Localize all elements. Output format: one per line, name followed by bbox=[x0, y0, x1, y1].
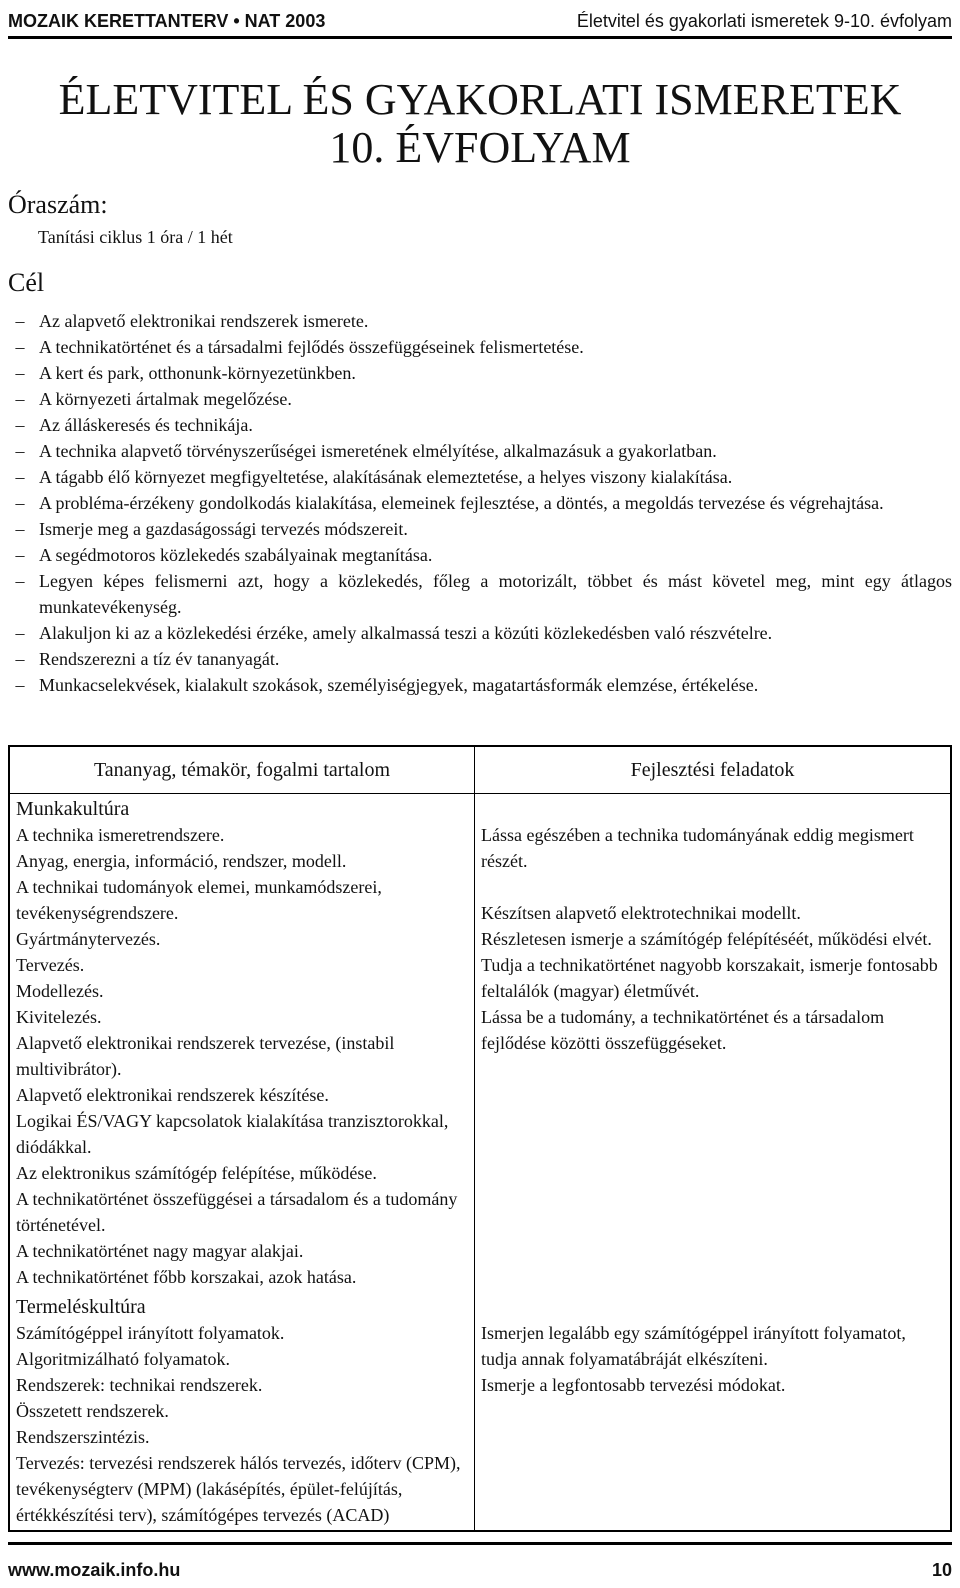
header-series-title: MOZAIK KERETTANTERV • NAT 2003 bbox=[8, 10, 326, 31]
goal-text: Rendszerezni a tíz év tananyagát. bbox=[39, 649, 280, 669]
content-line: Modellezés. bbox=[16, 981, 104, 1001]
section-title-munkakultura: Munkakultúra bbox=[16, 798, 130, 820]
goal-item bbox=[8, 464, 952, 490]
task-line: Ismerje a legfontosabb tervezési módokat. bbox=[481, 1375, 786, 1395]
content-line: A technikatörténet főbb korszakai, azok hatása. bbox=[16, 1267, 357, 1287]
dash-bullet: – bbox=[15, 441, 25, 461]
goal-item bbox=[8, 542, 952, 568]
goal-text: Alakuljon ki az a közlekedési érzéke, amely alkalmassá teszi a közúti közlekedésben való részvételre. bbox=[39, 623, 773, 643]
goal-item bbox=[8, 620, 952, 646]
footer-website-link[interactable]: www.mozaik.info.hu bbox=[8, 1560, 181, 1580]
dash-bullet: – bbox=[15, 337, 25, 357]
goal-text: Az alapvető elektronikai rendszerek ismerete. bbox=[39, 311, 369, 331]
content-line: Alapvető elektronikai rendszerek készítése. bbox=[16, 1085, 329, 1105]
page-header bbox=[8, 6, 952, 39]
dash-bullet: – bbox=[15, 545, 25, 565]
goal-text: A tágabb élő környezet megfigyeltetése, alakításának elemeztetése, a helyes viszony kialakítása. bbox=[39, 467, 733, 487]
dash-bullet: – bbox=[15, 363, 25, 383]
content-line: Tervezés: tervezési rendszerek hálós tervezés, időterv (CPM), tevékenységterv (MPM) (lakásépítés, épület-felújítás, értékkészítési terv), számítógépes tervezés (ACAD) bbox=[16, 1453, 461, 1525]
page-footer bbox=[8, 1542, 952, 1581]
dash-bullet: – bbox=[15, 649, 25, 669]
dash-bullet: – bbox=[15, 467, 25, 487]
content-line: Gyártmánytervezés. bbox=[16, 929, 161, 949]
goal-item bbox=[8, 672, 952, 698]
dash-bullet: – bbox=[15, 571, 25, 591]
content-line: Az elektronikus számítógép felépítése, működése. bbox=[16, 1163, 377, 1183]
page-title bbox=[40, 76, 920, 172]
dash-bullet: – bbox=[15, 389, 25, 409]
content-cell bbox=[9, 1292, 475, 1531]
content-line: Rendszerek: technikai rendszerek. bbox=[16, 1375, 263, 1395]
goal-text: Legyen képes felismerni azt, hogy a közlekedés, főleg a motorizált, többet és mást követel meg, mint egy átlagos munkatevékenység. bbox=[39, 571, 952, 617]
content-line: Kivitelezés. bbox=[16, 1007, 102, 1027]
tasks-cell bbox=[475, 794, 952, 1293]
goal-text: A technika alapvető törvényszerűségei ismeretének elmélyítése, alkalmazásuk a gyakorlatban. bbox=[39, 441, 717, 461]
header-subject-title: Életvitel és gyakorlati ismeretek 9-10. évfolyam bbox=[576, 10, 952, 31]
table-header-content: Tananyag, témakör, fogalmi tartalom bbox=[9, 746, 475, 794]
page-title-line-2: 10. ÉVFOLYAM bbox=[329, 123, 631, 172]
cel-heading: Cél bbox=[8, 268, 45, 297]
page-title-line-1: ÉLETVITEL ÉS GYAKORLATI ISMERETEK bbox=[58, 75, 902, 124]
goal-text: A technikatörténet és a társadalmi fejlődés összefüggéseinek felismertetése. bbox=[39, 337, 584, 357]
goal-text: Munkacselekvések, kialakult szokások, személyiségjegyek, magatartásformák elemzése, értékelése. bbox=[39, 675, 759, 695]
content-line: Rendszerszintézis. bbox=[16, 1427, 150, 1447]
goal-text: A kert és park, otthonunk-környezetünkben. bbox=[39, 363, 356, 383]
tasks-cell bbox=[475, 1292, 952, 1531]
table-header-tasks: Fejlesztési feladatok bbox=[475, 746, 952, 794]
content-line: Számítógéppel irányított folyamatok. bbox=[16, 1323, 285, 1343]
content-line: Összetett rendszerek. bbox=[16, 1401, 169, 1421]
dash-bullet: – bbox=[15, 519, 25, 539]
table-row bbox=[9, 794, 951, 1293]
goal-text: Ismerje meg a gazdaságossági tervezés módszereit. bbox=[39, 519, 408, 539]
goal-item bbox=[8, 568, 952, 620]
goal-item bbox=[8, 412, 952, 438]
content-line: Anyag, energia, információ, rendszer, modell. bbox=[16, 851, 347, 871]
table-row bbox=[9, 1292, 951, 1531]
content-line: A technikatörténet nagy magyar alakjai. bbox=[16, 1241, 304, 1261]
goal-text: Az álláskeresés és technikája. bbox=[39, 415, 253, 435]
content-line: A technikai tudományok elemei, munkamódszerei, tevékenységrendszere. bbox=[16, 877, 382, 923]
goal-text: A környezeti ártalmak megelőzése. bbox=[39, 389, 292, 409]
section-title-termeleskultura: Termeléskultúra bbox=[16, 1296, 146, 1318]
goal-item bbox=[8, 386, 952, 412]
curriculum-table bbox=[8, 745, 952, 1532]
dash-bullet: – bbox=[15, 311, 25, 331]
content-line: Alapvető elektronikai rendszerek tervezése, (instabil multivibrátor). bbox=[16, 1033, 395, 1079]
goal-item bbox=[8, 360, 952, 386]
task-line: Ismerjen legalább egy számítógéppel irányított folyamatot, tudja annak folyamatábráját elkészíteni. bbox=[481, 1323, 906, 1369]
content-line: Algoritmizálható folyamatok. bbox=[16, 1349, 230, 1369]
task-line: Lássa be a tudomány, a technikatörténet és a társadalom fejlődése közötti összefüggéseket. bbox=[481, 1007, 885, 1053]
dash-bullet: – bbox=[15, 493, 25, 513]
goal-item bbox=[8, 490, 952, 516]
page-number: 10 bbox=[931, 1560, 952, 1580]
dash-bullet: – bbox=[15, 415, 25, 435]
goal-list bbox=[8, 308, 952, 698]
content-line: A technikatörténet összefüggései a társadalom és a tudomány történetével. bbox=[16, 1189, 458, 1235]
task-line bbox=[481, 874, 944, 900]
table-header-row bbox=[9, 746, 951, 794]
content-line: Tervezés. bbox=[16, 955, 85, 975]
task-line: Lássa egészében a technika tudományának eddig megismert részét. bbox=[481, 825, 914, 871]
goal-text: A segédmotoros közlekedés szabályainak megtanítása. bbox=[39, 545, 433, 565]
goal-item bbox=[8, 308, 952, 334]
goal-item bbox=[8, 646, 952, 672]
dash-bullet: – bbox=[15, 623, 25, 643]
content-line: A technika ismeretrendszere. bbox=[16, 825, 225, 845]
oraszam-text: Tanítási ciklus 1 óra / 1 hét bbox=[38, 227, 233, 247]
task-line: Részletesen ismerje a számítógép felépítéséét, működési elvét. bbox=[481, 929, 932, 949]
goal-item bbox=[8, 334, 952, 360]
content-cell bbox=[9, 794, 475, 1293]
dash-bullet: – bbox=[15, 675, 25, 695]
content-line: Logikai ÉS/VAGY kapcsolatok kialakítása tranzisztorokkal, diódákkal. bbox=[16, 1111, 449, 1157]
task-line: Tudja a technikatörténet nagyobb korszakait, ismerje fontosabb feltalálók (magyar) életművét. bbox=[481, 955, 938, 1001]
goal-text: A probléma-érzékeny gondolkodás kialakítása, elemeinek fejlesztése, a döntés, a megoldás tervezése és végrehajtása. bbox=[39, 493, 884, 513]
task-line: Készítsen alapvető elektrotechnikai modellt. bbox=[481, 903, 801, 923]
goal-item bbox=[8, 516, 952, 542]
goal-item bbox=[8, 438, 952, 464]
oraszam-heading: Óraszám: bbox=[8, 190, 108, 219]
